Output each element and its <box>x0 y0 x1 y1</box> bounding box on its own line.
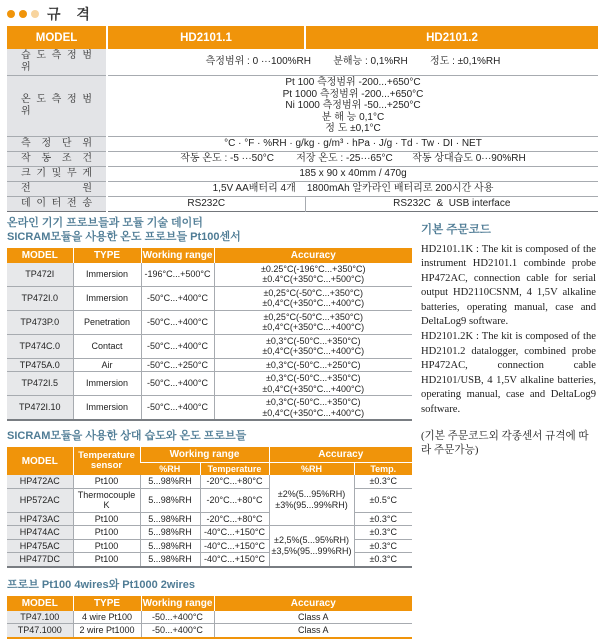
cell: TP472I.5 <box>7 372 73 396</box>
table-row <box>7 49 598 76</box>
cell: -50...+400°C <box>141 611 214 624</box>
cell-temp-range: -20°C...+80°C <box>200 488 269 512</box>
cell-model: HP475AC <box>7 539 73 553</box>
cell: ±0,3°C(-50°C...+250°C) <box>214 358 412 372</box>
cell-rh-range: 5...98%RH <box>140 475 200 488</box>
cell: -196°C...+500°C <box>141 263 214 287</box>
column-header-type: TYPE <box>73 248 141 263</box>
cell: 4 wire Pt100 <box>73 611 141 624</box>
cell: ±0,25°C(-50°C...+350°C) ±0,4°C(+350°C...+400°C) <box>214 310 412 334</box>
cell-rh-range: 5...98%RH <box>140 553 200 567</box>
cell-accuracy-temp: ±0.3°C <box>354 553 412 567</box>
spec-row-value: °C · °F · %RH · g/kg · g/m³ · hPa · J/g · Td · Tw · DI · NET <box>107 136 598 151</box>
cell-accuracy-temp: ±0.3°C <box>354 539 412 553</box>
column-header-model: MODEL <box>7 596 73 611</box>
spec-value-line: Pt 100 측정범위 -200...+650°C <box>285 77 421 88</box>
cell-model: HP473AC <box>7 512 73 526</box>
order-info-heading: 기본 주문코드 <box>421 223 491 236</box>
table-row <box>7 263 412 287</box>
cell-model: HP477DC <box>7 553 73 567</box>
order-info-column <box>421 212 596 459</box>
cell: Air <box>73 358 141 372</box>
model-spec-table <box>7 26 598 212</box>
spec-value-line: 분 해 능 0,1°C <box>321 111 385 123</box>
cell-model: HP572AC <box>7 488 73 512</box>
cell: TP472I.10 <box>7 396 73 421</box>
cell: TP474C.0 <box>7 334 73 358</box>
cell-rh-range: 5...98%RH <box>140 512 200 526</box>
cell-sensor: Pt100 <box>73 512 140 526</box>
cell-model: HP472AC <box>7 475 73 488</box>
table-row <box>7 181 598 196</box>
section-heading-sicram-temp: SICRAM모듈을 사용한 온도 프로브들 Pt100센서 <box>7 230 241 243</box>
column-header-model: MODEL <box>7 248 73 263</box>
cell: -50°C...+400°C <box>141 334 214 358</box>
cell: TP47.100 <box>7 611 73 624</box>
cell: Class A <box>214 624 412 638</box>
subheader-acc-temp: Temp. <box>354 463 412 476</box>
column-header-working-range: Working range <box>140 447 269 463</box>
section-heading-wire-probes: 프로브 Pt100 4wires와 Pt1000 2wires <box>7 578 196 591</box>
cell: Immersion <box>73 396 141 421</box>
cell-sensor: Thermocouple K <box>73 488 140 512</box>
cell: Penetration <box>73 310 141 334</box>
column-header-accuracy: Accuracy <box>214 248 412 263</box>
spec-value-hd2101-1: RS232C <box>107 196 305 211</box>
accuracy-line: ±2%(5...95%RH) <box>277 489 346 499</box>
bullet-dot-icon <box>19 10 27 18</box>
cell: Immersion <box>73 372 141 396</box>
cell-accuracy-temp: ±0.3°C <box>354 526 412 540</box>
cell-sensor: Pt100 <box>73 526 140 540</box>
table-row <box>7 166 598 181</box>
cell: TP472I.0 <box>7 286 73 310</box>
table-row <box>7 358 412 372</box>
tables-column <box>7 212 412 639</box>
rh-probe-table <box>7 447 412 568</box>
cell-temp-range: -40°C...+150°C <box>200 526 269 540</box>
spec-row-label: 크 기 및 무 게 <box>7 166 107 181</box>
cell: -50°C...+400°C <box>141 372 214 396</box>
table-row <box>7 396 412 421</box>
cell-sensor: Pt100 <box>73 475 140 488</box>
spec-row-label: 습 도 측 정 범 위 <box>7 49 107 76</box>
table-row <box>7 76 598 137</box>
cell-accuracy-rh <box>269 475 354 526</box>
column-header-accuracy: Accuracy <box>269 447 412 463</box>
cell: TP472I <box>7 263 73 287</box>
cell-temp-range: -40°C...+150°C <box>200 553 269 567</box>
cell: ±0,3°C(-50°C...+350°C) ±0,4°C(+350°C...+400°C) <box>214 372 412 396</box>
table-row <box>7 286 412 310</box>
cell: Contact <box>73 334 141 358</box>
order-paragraph-hd2101-2k: HD2101.2K : The kit is composed of the HD2101.2 datalogger, combined probe HP472AC, connection cable HD2101/USB, 4 1,5V alkaline batteries, operating manual, case and DeltaLog9 software. <box>421 331 596 416</box>
column-header-accuracy: Accuracy <box>214 596 412 611</box>
cell-model: HP474AC <box>7 526 73 540</box>
spec-row-label: 측 정 단 위 <box>7 136 107 151</box>
column-header-working-range: Working range <box>142 597 213 609</box>
table-row <box>7 611 412 624</box>
column-header-hd2101-1: HD2101.1 <box>107 26 305 49</box>
cell: -50...+400°C <box>141 624 214 638</box>
table-row <box>7 624 412 638</box>
cell: ±0,3°C(-50°C...+350°C) ±0,4°C(+350°C...+400°C) <box>214 334 412 358</box>
cell: TP473P.0 <box>7 310 73 334</box>
cell: ±0.25°C(-196°C...+350°C) ±0.4°C(+350°C...+500°C) <box>214 263 412 287</box>
cell-temp-range: -40°C...+150°C <box>200 539 269 553</box>
accuracy-line: ±3,5%(95...99%RH) <box>271 545 352 556</box>
bullet-dot-icon <box>7 10 15 18</box>
wire-probe-table <box>7 596 412 639</box>
cell-temp-range: -20°C...+80°C <box>200 512 269 526</box>
cell-sensor: Pt100 <box>73 553 140 567</box>
order-note: (기본 주문코드외 각종센서 규격에 따라 주문가능) <box>421 430 589 457</box>
table-row <box>7 196 598 211</box>
cell: -50°C...+400°C <box>141 396 214 421</box>
cell: -50°C...+400°C <box>141 310 214 334</box>
cell: Class A <box>214 611 412 624</box>
cell-accuracy-temp: ±0.3°C <box>354 512 412 526</box>
cell: -50°C...+250°C <box>141 358 214 372</box>
spec-value-hd2101-2: RS232C & USB interface <box>305 196 598 211</box>
cell-accuracy-temp: ±0.3°C <box>354 475 412 488</box>
spec-row-label: 온 도 측 정 범 위 <box>7 76 107 137</box>
spec-value-line: Pt 1000 측정범위 -200...+650°C <box>282 88 424 100</box>
column-header-model: MODEL <box>7 447 73 475</box>
cell-temp-range: -20°C...+80°C <box>200 475 269 488</box>
cell-sensor: Pt100 <box>73 539 140 553</box>
spec-row-value <box>107 76 598 137</box>
page-title: 규 격 <box>47 6 96 22</box>
table-row <box>7 526 412 540</box>
spec-row-value: 1,5V AA배터리 4개 1800mAh 알카라인 배터리로 200시간 사용 <box>107 181 598 196</box>
cell-accuracy-temp: ±0.5°C <box>354 488 412 512</box>
accuracy-line: ±3%(95...99%RH) <box>275 500 348 510</box>
temp-probe-table <box>7 248 412 422</box>
cell: ±0,25°C(-50°C...+350°C) ±0,4°C(+350°C...+400°C) <box>214 286 412 310</box>
section-heading-sicram-rh: SICRAM모듈을 사용한 상대 습도와 온도 프로브들 <box>7 430 247 442</box>
spec-row-label: 전 원 <box>7 181 107 196</box>
cell: TP47.1000 <box>7 624 73 638</box>
subheader-rh: %RH <box>140 463 200 476</box>
table-header-row <box>7 596 412 611</box>
column-header-sensor: Temperature sensor <box>73 447 140 475</box>
section-heading-online-devices: 온라인 기기 프로브들과 모듈 기술 데이터 <box>7 216 203 229</box>
table-row <box>7 151 598 166</box>
table-row <box>7 475 412 488</box>
cell: TP475A.0 <box>7 358 73 372</box>
table-row <box>7 136 598 151</box>
spec-value-line: Ni 1000 측정범위 -50...+250°C <box>285 100 421 111</box>
column-header-working-range: Working range <box>142 249 213 261</box>
spec-row-label: 데 이 터 전 송 <box>7 196 107 211</box>
table-header-row <box>7 26 598 49</box>
spec-row-label: 작 동 조 건 <box>7 151 107 166</box>
column-header-hd2101-2: HD2101.2 <box>305 26 598 49</box>
accuracy-line: ±2,5%(5...95%RH) <box>274 534 349 545</box>
bullet-dot-icon <box>31 10 39 18</box>
spec-row-value: 작동 온도 : -5 ···50°C 저장 온도 : -25···65°C 작동 상대습도 0···90%RH <box>107 151 598 166</box>
column-header-type: TYPE <box>73 596 141 611</box>
subheader-temperature: Temperature <box>200 463 269 476</box>
column-header-model: MODEL <box>7 26 107 49</box>
order-paragraph-hd2101-1k: HD2101.1K : The kit is composed of the instrument HD2101.1 combinde probe HP472AC, connection cable for serial output HD2110CSNM, 4 1,5V alkaline batteries, operating manual, case and DeltaLog9 software. <box>421 243 596 328</box>
spec-row-value: 185 x 90 x 40mm / 470g <box>107 166 598 181</box>
table-header-row <box>7 248 412 263</box>
table-row <box>7 334 412 358</box>
subheader-acc-rh: %RH <box>269 463 354 476</box>
spec-row-value: 측정범위 : 0 ···100%RH 분해능 : 0,1%RH 정도 : ±0,1%RH <box>205 56 501 67</box>
spec-value-line: 정 도 ±0,1°C <box>325 123 381 134</box>
table-row <box>7 372 412 396</box>
cell: Immersion <box>73 286 141 310</box>
cell-rh-range: 5...98%RH <box>140 488 200 512</box>
cell-accuracy-rh <box>269 526 354 567</box>
cell-rh-range: 5...98%RH <box>140 526 200 540</box>
page-title-row <box>7 5 596 23</box>
table-header-row <box>7 447 412 463</box>
cell: ±0,3°C(-50°C...+350°C) ±0,4°C(+350°C...+400°C) <box>214 396 412 421</box>
cell: -50°C...+400°C <box>141 286 214 310</box>
cell: 2 wire Pt1000 <box>73 624 141 638</box>
cell: Immersion <box>73 263 141 287</box>
cell-rh-range: 5...98%RH <box>140 539 200 553</box>
table-row <box>7 310 412 334</box>
